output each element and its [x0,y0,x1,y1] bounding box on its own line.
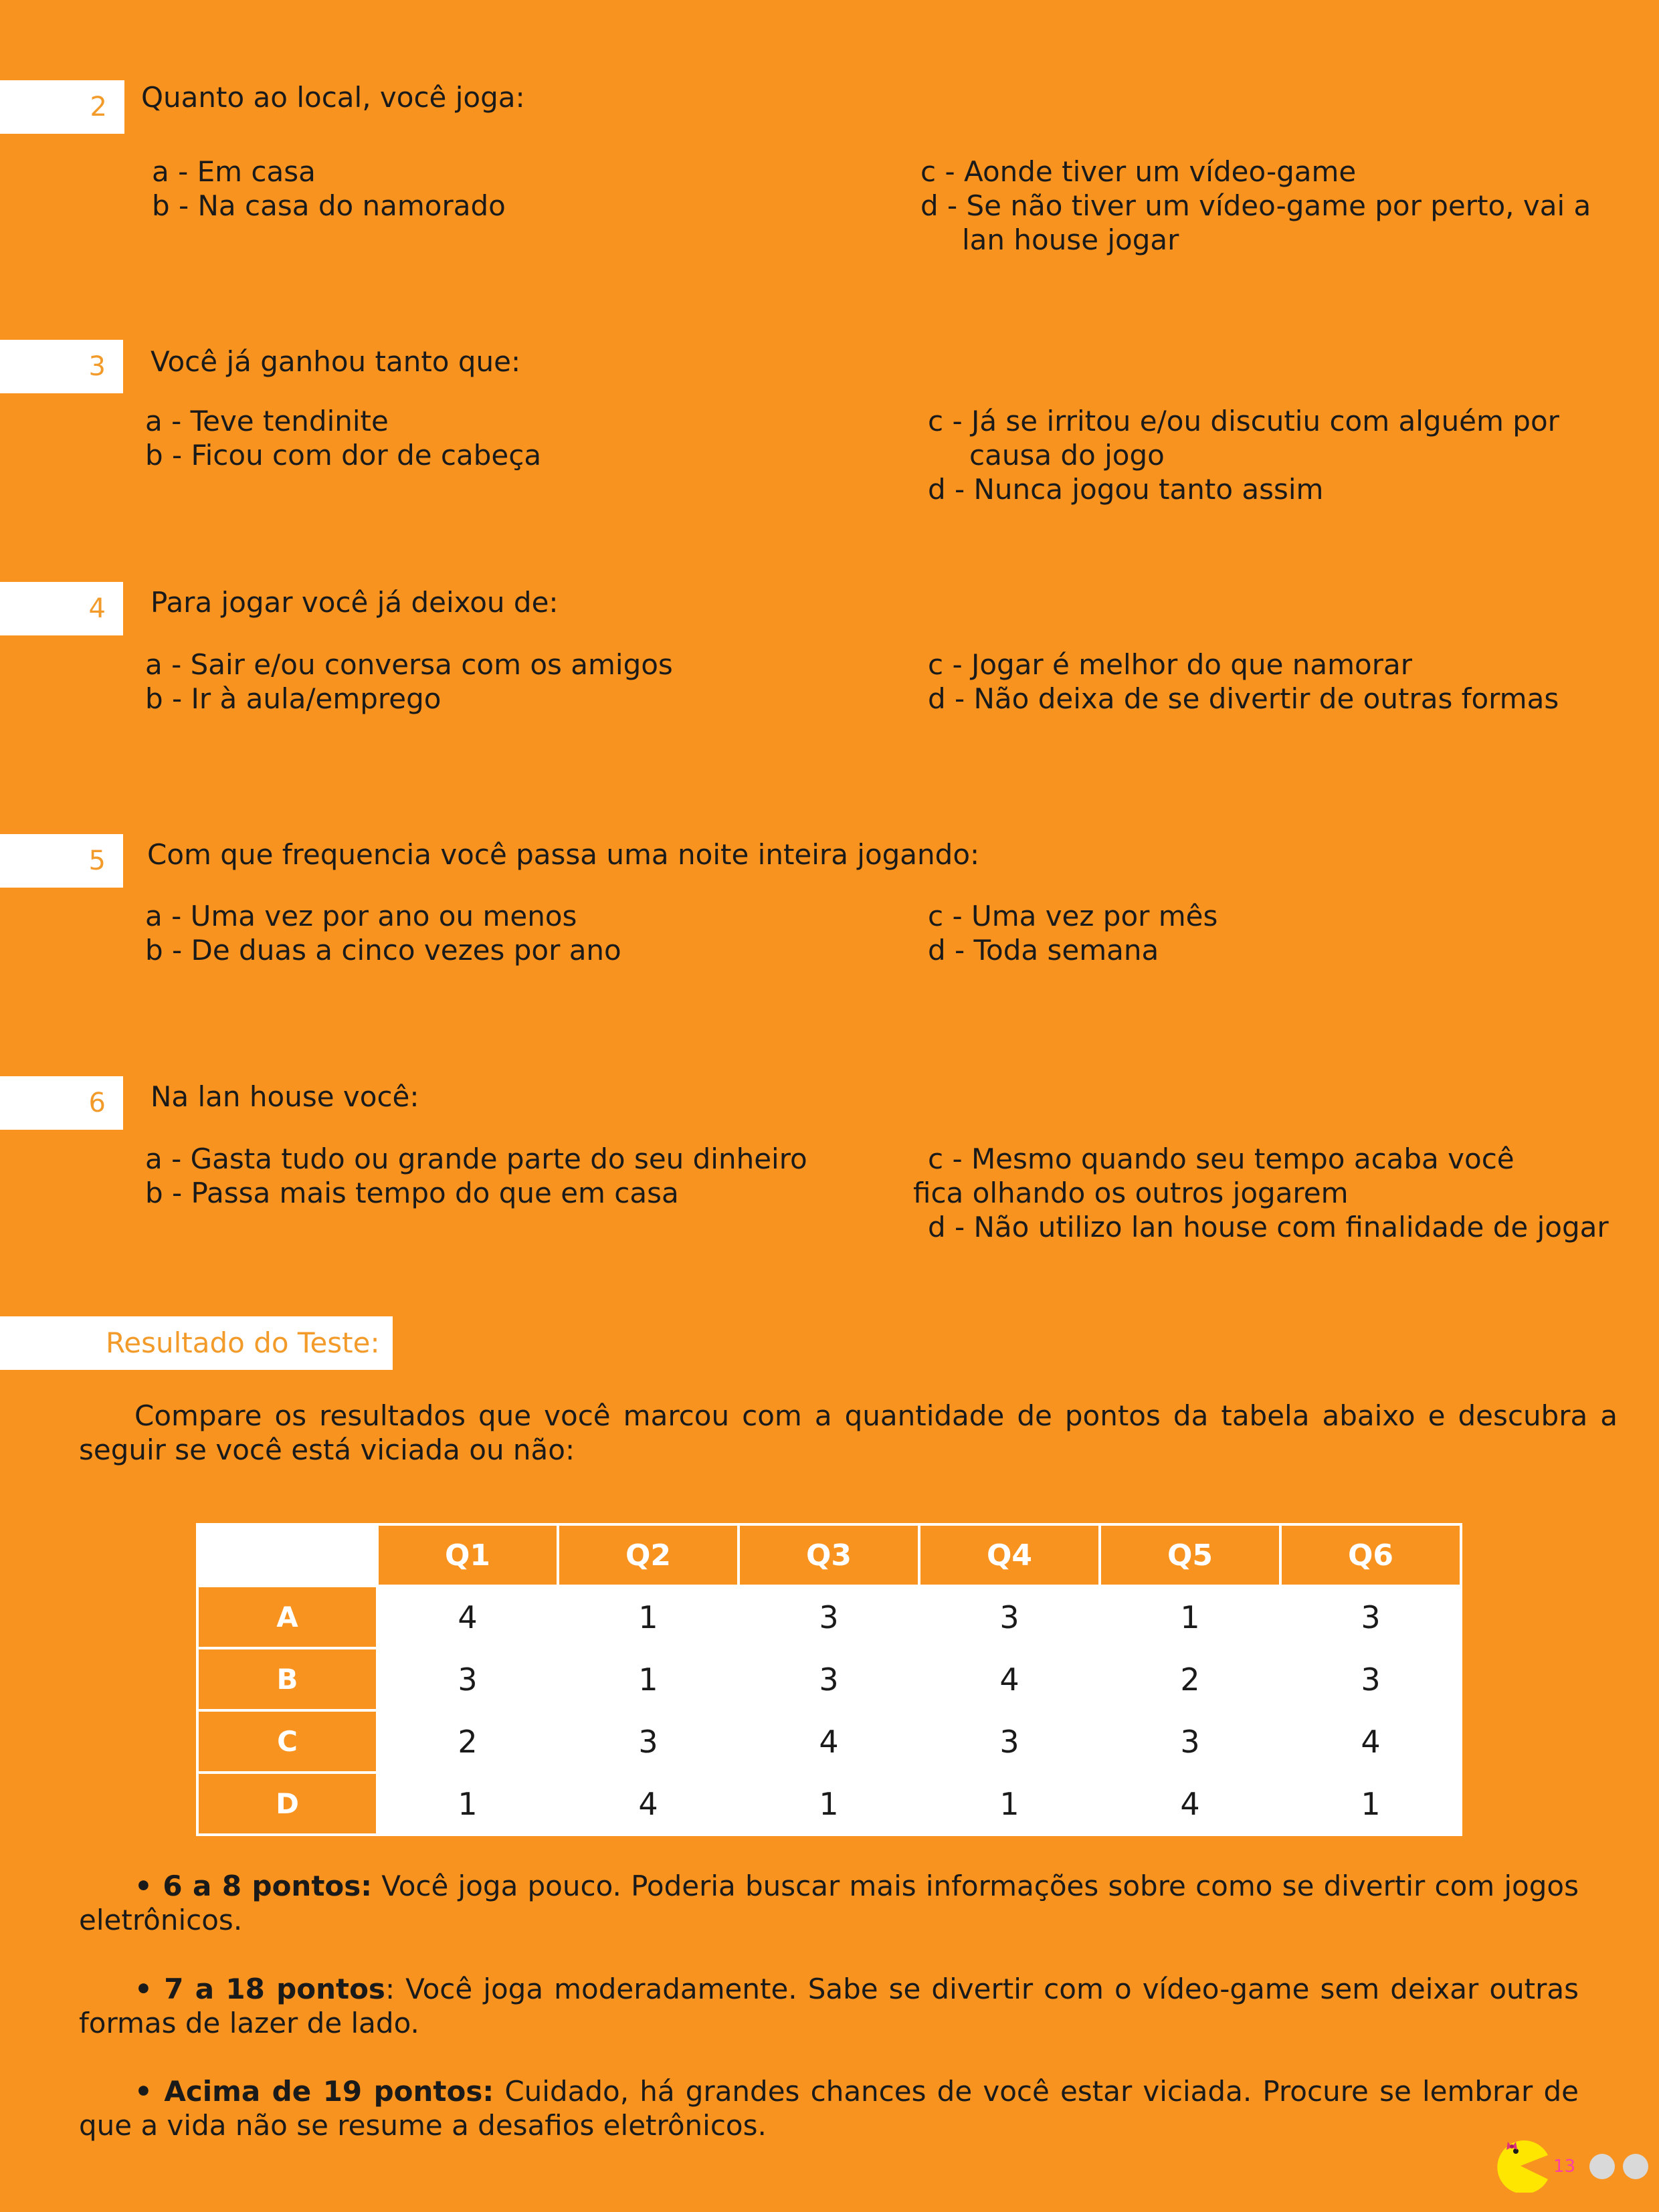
table-row [197,1586,1461,1648]
column-header: Q1 [377,1524,558,1586]
table-cell: 1 [1100,1586,1280,1648]
score-table [196,1523,1462,1836]
option-d-continued: lan house jogar [962,223,1179,256]
option-d: d - Não utilizo lan house com finalidade de jogar [928,1211,1609,1243]
table-cell: 3 [919,1586,1100,1648]
bullet-glyph: • [134,2075,153,2108]
table-cell: 3 [739,1648,919,1710]
column-header: Q6 [1280,1524,1461,1586]
table-cell: 3 [1100,1710,1280,1773]
option-a: a - Uma vez por ano ou menos [145,900,577,932]
question-text: Quanto ao local, você joga: [141,81,525,114]
column-header: Q2 [558,1524,739,1586]
option-c: c - Já se irritou e/ou discutiu com alguém por [928,405,1559,437]
question-text: Na lan house você: [151,1080,419,1113]
result-intro: Compare os resultados que você marcou com a quantidade de pontos da tabela abaixo e descubra a seguir se você está viciada ou não: [79,1399,1618,1466]
table-row [197,1773,1461,1835]
outcome-text: : Você joga moderadamente. Sabe se divertir com o vídeo-game sem deixar outras formas de lazer de lado. [79,1973,1579,2039]
column-header: Q5 [1100,1524,1280,1586]
row-header: D [197,1773,377,1835]
option-c: c - Aonde tiver um vídeo-game [920,155,1357,188]
table-cell: 4 [558,1773,739,1835]
table-cell: 4 [377,1586,558,1648]
table-row [197,1710,1461,1773]
question-number: 2 [0,80,124,134]
option-a: a - Em casa [152,155,316,188]
options-right [913,1142,1609,1244]
outcome-item [79,1972,1579,2040]
table-cell: 4 [919,1648,1100,1710]
column-header: Q3 [739,1524,919,1586]
table-cell: 3 [1280,1648,1461,1710]
table-cell: 3 [377,1648,558,1710]
page-number: 13 [1553,2156,1576,2177]
option-a: a - Gasta tudo ou grande parte do seu dinheiro [145,1142,807,1175]
option-c: c - Jogar é melhor do que namorar [928,648,1413,681]
table-cell: 4 [739,1710,919,1773]
table-cell: 1 [919,1773,1100,1835]
row-header: A [197,1586,377,1648]
table-cell: 1 [558,1648,739,1710]
question-number: 3 [0,340,123,393]
option-c: c - Uma vez por mês [928,900,1218,932]
table-cell: 3 [919,1710,1100,1773]
table-cell: 3 [558,1710,739,1773]
table-cell: 1 [739,1773,919,1835]
options-right [928,647,1559,716]
option-d: d - Toda semana [928,934,1159,967]
options-right [920,155,1591,257]
option-d: d - Não deixa de se divertir de outras formas [928,682,1559,715]
question-number: 6 [0,1076,123,1130]
outcome-title: 6 a 8 pontos: [163,1870,373,1902]
option-b: b - Ficou com dor de cabeça [145,439,542,472]
options-left [145,1142,807,1210]
option-c: c - Mesmo quando seu tempo acaba você [928,1142,1515,1175]
column-header: Q4 [919,1524,1100,1586]
table-cell: 1 [377,1773,558,1835]
table-cell: 1 [558,1586,739,1648]
table-cell: 4 [1100,1773,1280,1835]
option-d: d - Se não tiver um vídeo-game por perto, vai a [920,189,1591,222]
dot-icon [1589,2154,1615,2179]
table-cell: 3 [1280,1586,1461,1648]
option-c-continued: fica olhando os outros jogarem [913,1177,1349,1209]
pacman-icon [1492,2135,1549,2193]
option-b: b - Ir à aula/emprego [145,682,442,715]
question-number: 5 [0,834,123,888]
table-cell: 2 [1100,1648,1280,1710]
outcome-text: Cuidado, há grandes chances de você estar viciada. Procure se lembrar de que a vida não se resume a desafios eletrônicos. [79,2075,1579,2142]
question-text: Você já ganhou tanto que: [151,345,521,378]
row-header: C [197,1710,377,1773]
bullet-glyph: • [134,1973,153,2005]
option-a: a - Sair e/ou conversa com os amigos [145,648,673,681]
option-b: b - Na casa do namorado [152,189,506,222]
option-c-continued: causa do jogo [969,439,1165,472]
bullet-glyph: • [134,1870,153,1902]
outcome-text: Você joga pouco. Poderia buscar mais informações sobre como se divertir com jogos eletrônicos. [79,1870,1579,1936]
table-cell: 3 [739,1586,919,1648]
question-number: 4 [0,582,123,635]
question-text: Para jogar você já deixou de: [151,586,559,619]
question-text: Com que frequencia você passa uma noite inteira jogando: [147,838,980,871]
table-corner [197,1524,377,1586]
option-d: d - Nunca jogou tanto assim [928,473,1324,506]
table-header-row [197,1524,1461,1586]
options-left [152,155,506,223]
options-left [145,404,541,472]
table-cell: 2 [377,1710,558,1773]
row-header: B [197,1648,377,1710]
option-a: a - Teve tendinite [145,405,389,437]
options-right [928,899,1217,967]
option-b: b - De duas a cinco vezes por ano [145,934,621,967]
result-heading: Resultado do Teste: [0,1316,393,1370]
table-cell: 1 [1280,1773,1461,1835]
options-left [145,647,673,716]
option-b: b - Passa mais tempo do que em casa [145,1177,679,1209]
outcome-title: 7 a 18 pontos [164,1973,385,2005]
outcome-item [79,2074,1579,2142]
dot-icon [1623,2154,1648,2179]
outcome-item [79,1869,1579,1937]
table-cell: 4 [1280,1710,1461,1773]
outcome-title: Acima de 19 pontos: [164,2075,494,2108]
options-left [145,899,621,967]
table-row [197,1648,1461,1710]
options-right [928,404,1559,506]
